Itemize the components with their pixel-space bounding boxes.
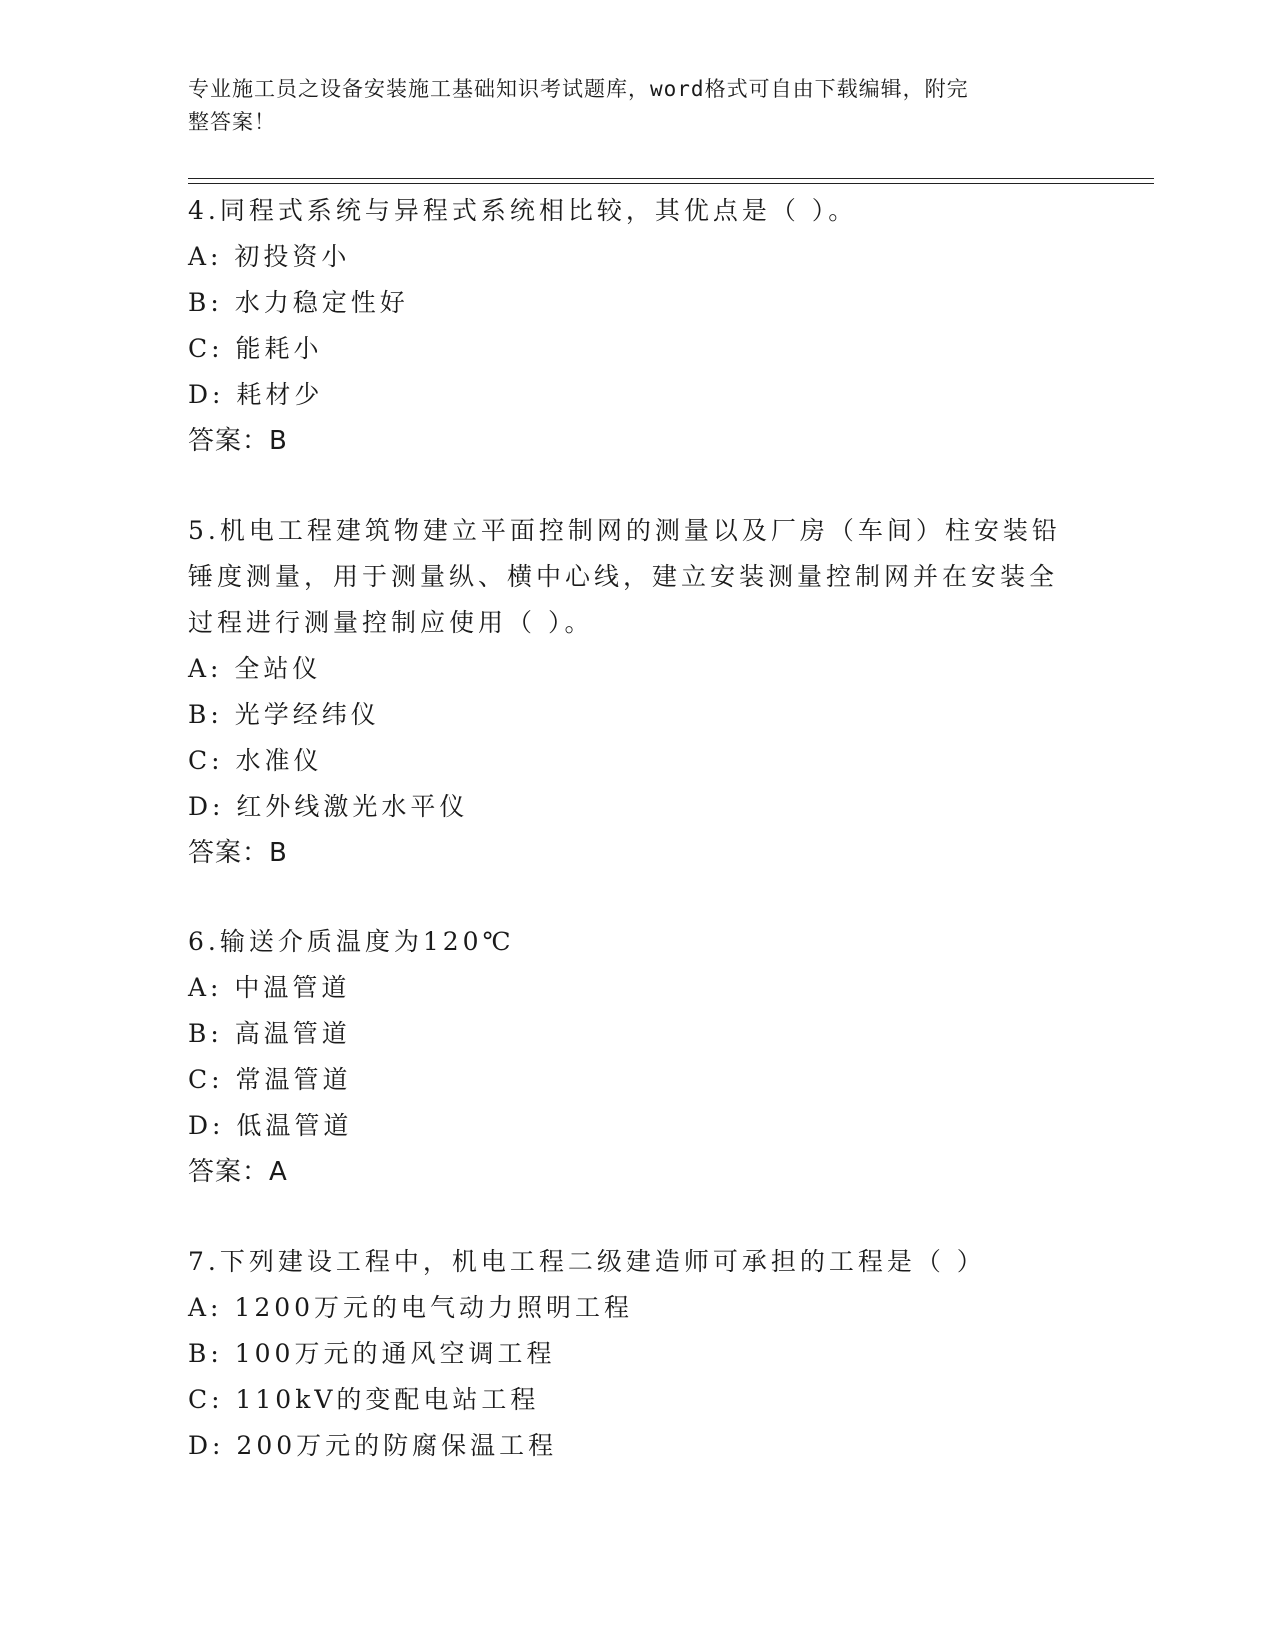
answer-line: 答案：A xyxy=(188,1157,288,1187)
option-c: C: 110kV的变配电站工程 xyxy=(188,1385,540,1414)
option-b: B: 水力稳定性好 xyxy=(188,288,409,317)
question-stem: 4.同程式系统与异程式系统相比较，其优点是（ ）。 xyxy=(188,196,858,225)
option-a: A: 1200万元的电气动力照明工程 xyxy=(188,1293,634,1322)
question-stem: 7.下列建设工程中，机电工程二级建造师可承担的工程是（ ） xyxy=(188,1247,986,1276)
question-stem: 6.输送介质温度为120℃ xyxy=(188,927,515,956)
option-d: D: 红外线激光水平仪 xyxy=(188,792,469,821)
question-stem-line-3: 过程进行测量控制应使用（ ）。 xyxy=(188,608,594,637)
question-stem-line-1: 5.机电工程建筑物建立平面控制网的测量以及厂房（车间）柱安装铅 xyxy=(188,516,1061,545)
question-4 xyxy=(188,188,1088,464)
header-line-1: 专业施工员之设备安装施工基础知识考试题库，word格式可自由下载编辑，附完 xyxy=(188,77,969,101)
question-5 xyxy=(188,508,1088,876)
option-b: B: 光学经纬仪 xyxy=(188,700,380,729)
option-d: D: 低温管道 xyxy=(188,1111,353,1140)
option-c: C: 水准仪 xyxy=(188,746,323,775)
option-b: B: 高温管道 xyxy=(188,1019,351,1048)
header-divider-top xyxy=(188,178,1154,179)
option-c: C: 常温管道 xyxy=(188,1065,352,1094)
answer-line: 答案：B xyxy=(188,838,288,868)
option-a: A: 全站仪 xyxy=(188,654,322,683)
header-line-2: 整答案！ xyxy=(188,110,276,134)
option-b: B: 100万元的通风空调工程 xyxy=(188,1339,556,1368)
question-7 xyxy=(188,1239,1088,1469)
answer-line: 答案：B xyxy=(188,426,288,456)
header-divider-bottom xyxy=(188,183,1154,184)
question-6 xyxy=(188,919,1088,1195)
question-stem-line-2: 锤度测量，用于测量纵、横中心线，建立安装测量控制网并在安装全 xyxy=(188,562,1059,591)
option-a: A: 初投资小 xyxy=(188,242,351,271)
option-c: C: 能耗小 xyxy=(188,334,323,363)
document-header xyxy=(188,73,1088,139)
option-a: A: 中温管道 xyxy=(188,973,351,1002)
option-d: D: 200万元的防腐保温工程 xyxy=(188,1431,558,1460)
option-d: D: 耗材少 xyxy=(188,380,324,409)
